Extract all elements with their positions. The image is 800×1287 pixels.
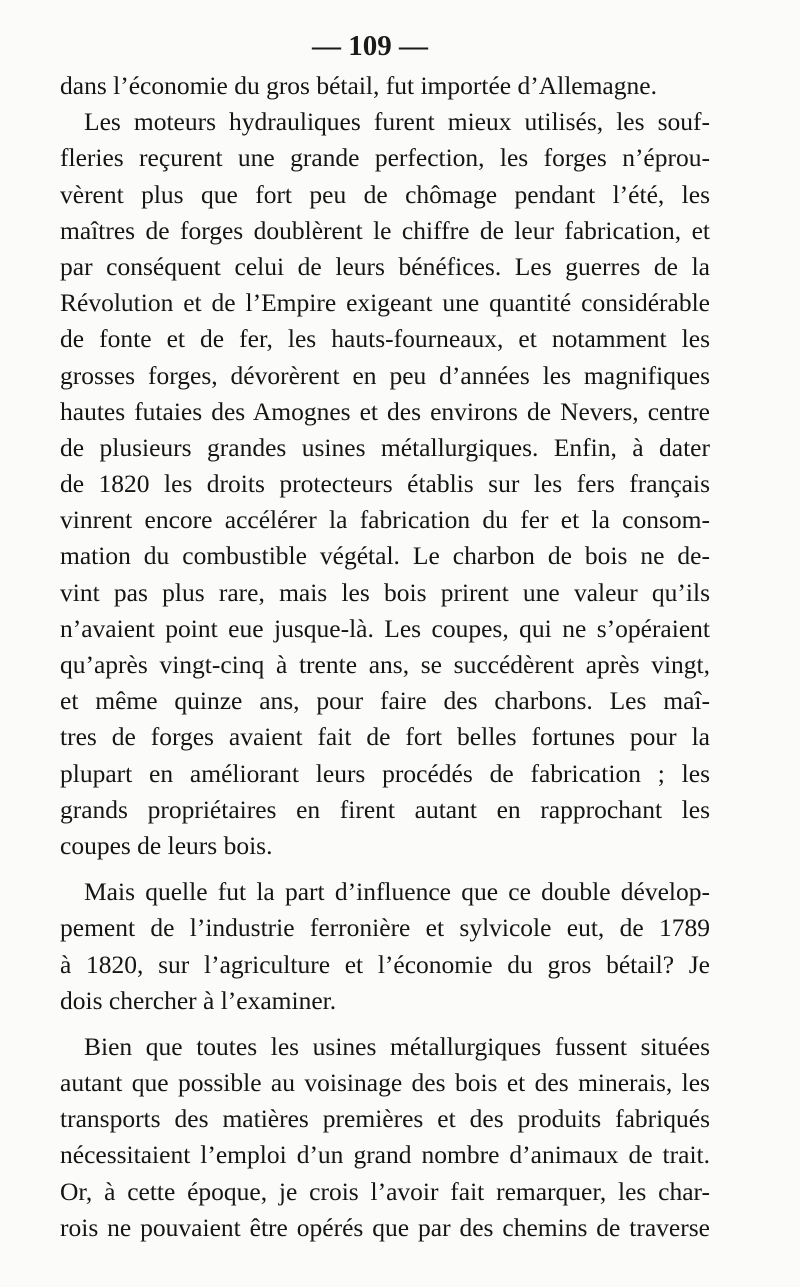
text-line: de fonte et de fer, les hauts-fourneaux, et notamment les xyxy=(60,324,710,354)
text-line: nécessitaient l’emploi d’un grand nombre d’animaux de trait. xyxy=(60,1140,710,1170)
page-number: — 109 — xyxy=(312,30,428,62)
text-line: plupart en améliorant leurs procédés de fabrication ; les xyxy=(60,758,710,788)
text-line: tres de forges avaient fait de fort belles fortunes pour la xyxy=(60,722,710,752)
text-line: grands propriétaires en firent autant en rapprochant les xyxy=(60,794,710,824)
text-line: Les moteurs hydrauliques furent mieux utilisés, les souf- xyxy=(84,107,710,137)
text-line: à 1820, sur l’agriculture et l’économie du gros bétail? Je xyxy=(60,949,710,979)
paragraph xyxy=(60,68,710,104)
text-line: Mais quelle fut la part d’influence que ce double dévelop- xyxy=(84,877,710,907)
text-line: fleries reçurent une grande perfection, les forges n’éprou- xyxy=(60,143,710,173)
text-line: coupes de leurs bois. xyxy=(60,830,273,860)
text-line: vèrent plus que fort peu de chômage pendant l’été, les xyxy=(60,179,710,209)
paragraph-gap xyxy=(60,864,710,874)
text-line: Or, à cette époque, je crois l’avoir fait remarquer, les char- xyxy=(60,1176,710,1206)
text-line: par conséquent celui de leurs bénéfices. Les guerres de la xyxy=(60,251,710,281)
text-line: rois ne pouvaient être opérés que par des chemins de traverse xyxy=(60,1212,710,1242)
text-line: Révolution et de l’Empire exigeant une quantité considérable xyxy=(60,288,710,318)
text-line: pement de l’industrie ferronière et sylvicole eut, de 1789 xyxy=(60,913,710,943)
text-line: dois chercher à l’examiner. xyxy=(60,985,337,1015)
text-line: de 1820 les droits protecteurs établis sur les fers français xyxy=(60,469,710,499)
text-line: mation du combustible végétal. Le charbon de bois ne de- xyxy=(60,541,710,571)
text-line: vinrent encore accélérer la fabrication du fer et la consom- xyxy=(60,505,710,535)
paragraph-gap xyxy=(60,1019,710,1029)
text-line: maîtres de forges doublèrent le chiffre de leur fabrication, et xyxy=(60,215,710,245)
text-line: n’avaient point eue jusque-là. Les coupes, qui ne s’opéraient xyxy=(60,613,710,643)
text-line: hautes futaies des Amognes et des environs de Nevers, centre xyxy=(60,396,710,426)
paragraph xyxy=(60,104,710,864)
paragraph xyxy=(60,874,710,1019)
text-line: Bien que toutes les usines métallurgiques fussent situées xyxy=(84,1031,710,1061)
text-line: de plusieurs grandes usines métallurgiques. Enfin, à dater xyxy=(60,432,710,462)
text-line: vint pas plus rare, mais les bois prirent une valeur qu’ils xyxy=(60,577,710,607)
text-line: qu’après vingt-cinq à trente ans, se succédèrent après vingt, xyxy=(60,650,710,679)
text-line: autant que possible au voisinage des bois et des minerais, les xyxy=(60,1068,710,1098)
body-text xyxy=(60,68,710,1246)
text-line: grosses forges, dévorèrent en peu d’années les magnifiques xyxy=(60,360,710,390)
paragraph xyxy=(60,1029,710,1246)
text-line: et même quinze ans, pour faire des charbons. Les maî- xyxy=(60,686,710,716)
text-line: dans l’économie du gros bétail, fut importée d’Allemagne. xyxy=(60,71,657,100)
text-line: transports des matières premières et des produits fabriqués xyxy=(60,1104,710,1134)
